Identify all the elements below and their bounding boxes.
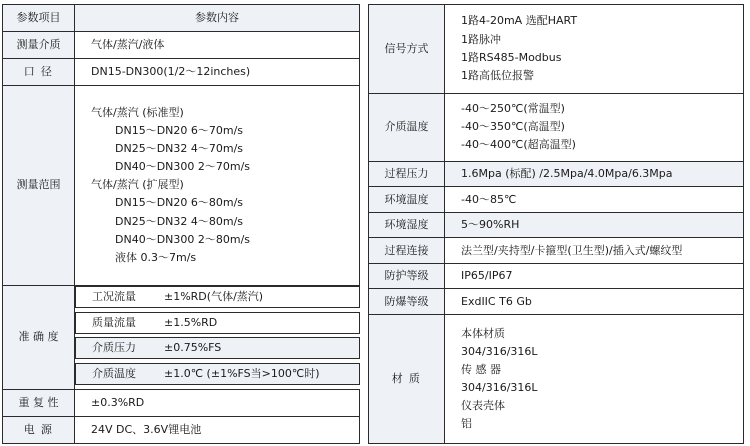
accuracy-key: 介质温度: [92, 367, 136, 381]
table-row: [369, 187, 744, 213]
range-line: DN40～DN300 2～70m/s: [115, 160, 251, 174]
range-line: 气体/蒸汽 (扩展型): [91, 178, 184, 192]
row-label-accuracy: 准 确 度: [3, 285, 75, 389]
accuracy-key: 介质压力: [92, 341, 136, 355]
table-row-accuracy: [3, 285, 360, 311]
table-row: [3, 416, 360, 443]
range-line: DN25～DN32 4～80m/s: [115, 214, 244, 228]
row-value-medium-temperature: [445, 93, 744, 161]
accuracy-key: 工况流量: [92, 289, 136, 303]
accuracy-value: ±1.5%RD: [164, 315, 218, 329]
row-label-process-pressure: 过程压力: [369, 161, 445, 187]
row-label-range: 测量范围: [3, 85, 75, 285]
table-row: [369, 263, 744, 289]
range-line: DN40～DN300 2～80m/s: [115, 232, 251, 246]
row-value-ambient-humidity: 5～90%RH: [445, 212, 744, 238]
table-row: [369, 161, 744, 187]
material-value: 铝: [461, 417, 472, 431]
row-value-explosion-grade: ExdIIC T6 Gb: [445, 289, 744, 315]
accuracy-value: ±1%RD(气体/蒸汽): [164, 289, 264, 303]
table-header-row: [3, 5, 360, 32]
material-value: 304/316/316L: [461, 344, 538, 358]
row-value-protection-grade: IP65/IP67: [445, 263, 744, 289]
signal-line: 1路RS485-Modbus: [461, 50, 562, 64]
right-parameter-table: [368, 4, 744, 444]
range-line: DN15～DN20 6～80m/s: [115, 196, 244, 210]
table-row-signal: [369, 5, 744, 94]
row-label-ambient-humidity: 环境湿度: [369, 212, 445, 238]
medium-temp-line: -40～250℃(常温型): [461, 102, 565, 115]
left-parameter-table: [2, 4, 360, 444]
medium-temp-line: -40～350℃(高温型): [461, 120, 565, 134]
table-row: [369, 238, 744, 264]
row-value-power: 24V DC、3.6V锂电池: [75, 416, 360, 443]
range-line: 液体 0.3～7m/s: [115, 250, 197, 264]
row-value-process-pressure: 1.6Mpa (标配) /2.5Mpa/4.0Mpa/6.3Mpa: [445, 161, 744, 187]
row-label-power: 电 源: [3, 416, 75, 443]
range-line: 气体/蒸汽 (标准型): [91, 105, 184, 119]
table-row-range: [3, 85, 360, 285]
signal-line: 1路高低位报警: [461, 68, 534, 82]
accuracy-item-medium-pressure: [75, 337, 360, 359]
row-label-protection-grade: 防护等级: [369, 263, 445, 289]
table-row: [3, 390, 360, 417]
material-item: [461, 325, 737, 361]
row-value-repeatability: ±0.3%RD: [75, 390, 360, 417]
range-line: DN15～DN20 6～70m/s: [115, 123, 244, 137]
accuracy-key: 质量流量: [92, 315, 136, 329]
table-row-material: [369, 314, 744, 443]
row-value-material: [445, 314, 744, 443]
material-value: 304/316/316L: [461, 380, 538, 394]
accuracy-item-medium-temperature: [75, 363, 360, 385]
row-value-range: [75, 85, 360, 285]
header-cell-parameter: 参数项目: [3, 5, 75, 32]
header-cell-content: 参数内容: [75, 5, 360, 32]
row-label-process-connection: 过程连接: [369, 238, 445, 264]
table-row: [3, 58, 360, 85]
accuracy-item-working-flow: [75, 286, 360, 308]
row-label-medium: 测量介质: [3, 31, 75, 58]
table-row-medium-temp: [369, 93, 744, 161]
material-key: 本体材质: [461, 326, 505, 340]
row-value-process-connection: 法兰型/夹持型/卡箍型(卫生型)/插入式/螺纹型: [445, 238, 744, 264]
material-item: [461, 397, 737, 433]
row-label-explosion-grade: 防爆等级: [369, 289, 445, 315]
table-row: [369, 289, 744, 315]
row-label-material: 材 质: [369, 314, 445, 443]
accuracy-item-mass-flow: [75, 312, 360, 334]
row-value-signal: [445, 5, 744, 94]
medium-temp-line: -40～400℃(超高温型): [461, 138, 576, 152]
row-label-diameter: 口 径: [3, 58, 75, 85]
range-line: DN25～DN32 4～70m/s: [115, 141, 244, 155]
material-item: [461, 361, 737, 397]
row-label-signal: 信号方式: [369, 5, 445, 94]
row-label-repeatability: 重 复 性: [3, 390, 75, 417]
material-key: 仪表壳体: [461, 399, 505, 413]
signal-line: 1路脉冲: [461, 32, 501, 46]
row-label-ambient-temperature: 环境温度: [369, 187, 445, 213]
material-key: 传 感 器: [461, 362, 501, 376]
row-value-ambient-temperature: -40～85℃: [445, 187, 744, 213]
table-row: [369, 212, 744, 238]
row-value-diameter: DN15-DN300(1/2～12inches): [75, 58, 360, 85]
accuracy-value: ±1.0℃ (±1%FS当>100℃时): [164, 367, 320, 381]
signal-line: 1路4-20mA 选配HART: [461, 14, 578, 28]
row-value-medium: 气体/蒸汽/液体: [75, 31, 360, 58]
row-label-medium-temperature: 介质温度: [369, 93, 445, 161]
table-row: [3, 31, 360, 58]
accuracy-value: ±0.75%FS: [164, 341, 222, 355]
